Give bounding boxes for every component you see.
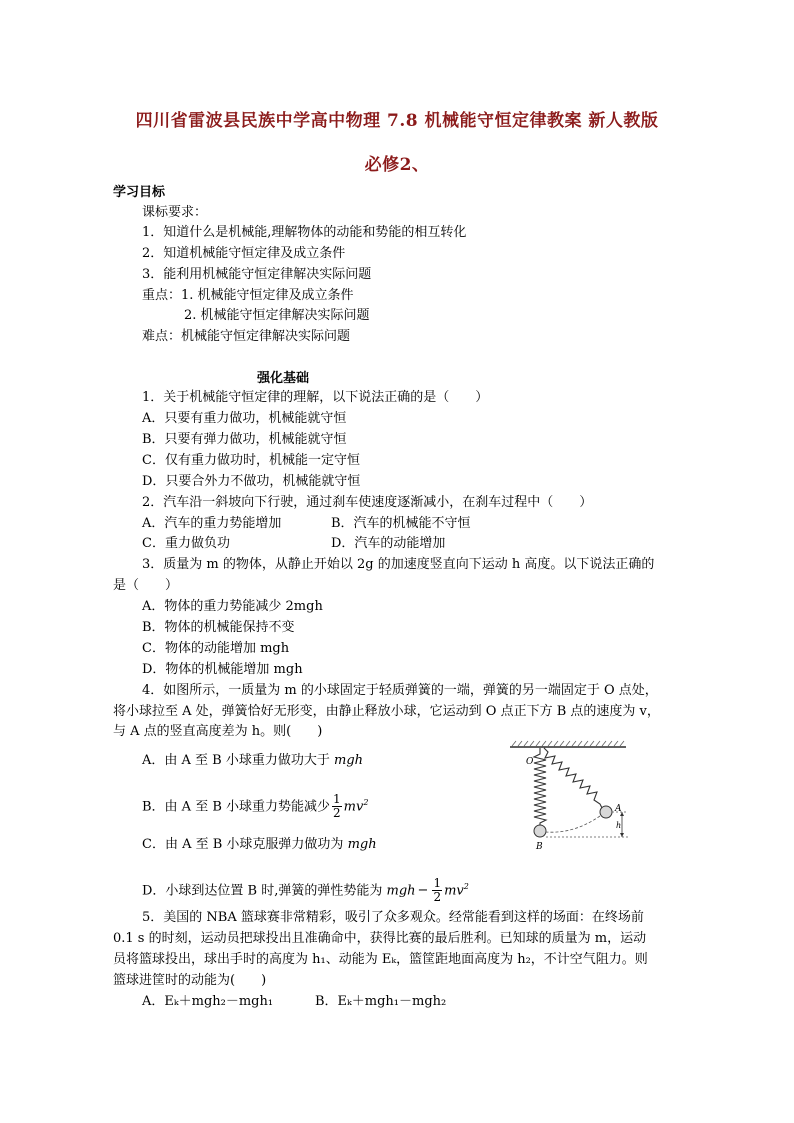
difficulty-point: 难点：机械能守恒定律解决实际问题 — [142, 329, 351, 344]
option-text: D．小球到达位置 B 时,弹簧的弹性势能为 — [142, 883, 387, 899]
question-4-option-c — [142, 837, 377, 853]
document-title-line2: 必修2、 — [364, 155, 430, 175]
question-1-option: A．只要有重力做功，机械能就守恒 — [142, 411, 347, 426]
math-expression: mv — [343, 799, 364, 815]
ceiling-hatch — [510, 741, 626, 747]
document-title-line1: 四川省雷波县民族中学高中物理 7.8 机械能守恒定律教案 新人教版 — [135, 111, 659, 131]
question-4-option-a — [142, 753, 363, 769]
minus-sign: − — [417, 883, 429, 899]
question-5-stem-cont: 0.1 s 的时刻，运动员把球投出且准确命中，获得比赛的最后胜利。已知球的质量为 m，运动 — [113, 931, 647, 946]
superscript: 2 — [363, 798, 369, 807]
key-point-2: 2. 机械能守恒定律解决实际问题 — [184, 308, 370, 323]
question-1-option: D．只要合外力不做功，机械能就守恒 — [142, 474, 361, 489]
spring-ball-figure — [504, 738, 632, 854]
question-1-option: C．仅有重力做功时，机械能一定守恒 — [142, 453, 360, 468]
question-3-stem: 3．质量为 m 的物体，从静止开始以 2g 的加速度竖直向下运动 h 高度。以下说法正确的 — [142, 557, 655, 572]
question-4-stem-cont: 与 A 点的竖直高度差为 h。则( ) — [113, 724, 323, 739]
question-4-stem-cont: 将小球拉至 A 处，弹簧恰好无形变，由静止释放小球，它运动到 O 点正下方 B 点的速度为 v， — [113, 704, 660, 719]
question-5-stem-cont: 员将篮球投出，球出手时的高度为 h₁、动能为 Eₖ，篮筐距地面高度为 h₂，不计空气阻力。则 — [113, 952, 648, 967]
math-expression: mgh — [386, 883, 416, 899]
superscript: 2 — [463, 882, 469, 891]
option-text: C．由 A 至 B 小球克服弹力做功为 — [142, 837, 348, 852]
ball-a — [600, 806, 612, 818]
question-5-option: A．Eₖ＋mgh₂－mgh₁ — [142, 994, 274, 1009]
ball-b — [534, 825, 546, 837]
option-text: A．由 A 至 B 小球重力做功大于 — [142, 753, 334, 768]
question-3-option: D．物体的机械能增加 mgh — [142, 662, 303, 677]
question-4-option-d — [142, 872, 469, 906]
label-o: O — [526, 757, 534, 767]
math-expression: mgh — [334, 753, 364, 768]
question-2-option: A．汽车的重力势能增加 — [142, 516, 282, 531]
question-5-stem: 5．美国的 NBA 篮球赛非常精彩，吸引了众多观众。经常能看到这样的场面：在终场前 — [142, 910, 644, 925]
slanted-spring — [544, 748, 602, 808]
objective-item: 2．知道机械能守恒定律及成立条件 — [142, 246, 346, 261]
question-3-option: A．物体的重力势能减少 2mgh — [142, 599, 323, 614]
label-h: h — [616, 821, 622, 830]
key-point-1: 重点：1. 机械能守恒定律及成立条件 — [142, 288, 354, 303]
label-b: B — [536, 842, 543, 852]
fraction-denominator: 2 — [333, 806, 341, 821]
fraction-numerator: 1 — [433, 876, 442, 891]
question-3-option: C．物体的动能增加 mgh — [142, 641, 290, 656]
option-text: B．由 A 至 B 小球重力势能减少 — [142, 799, 331, 815]
trajectory-arc — [546, 816, 600, 832]
question-2-stem: 2．汽车沿一斜坡向下行驶，通过刹车使速度逐渐减小，在刹车过程中（ ） — [142, 495, 593, 510]
objective-item: 3．能利用机械能守恒定律解决实际问题 — [142, 267, 372, 282]
question-5-stem-cont: 篮球进筐时的动能为( ) — [113, 973, 267, 988]
requirements-label: 课标要求： — [142, 205, 208, 220]
question-1-stem: 1．关于机械能守恒定律的理解，以下说法正确的是（ ） — [142, 390, 489, 405]
objectives-heading: 学习目标 — [113, 185, 166, 200]
question-1-option: B．只要有弹力做功，机械能就守恒 — [142, 432, 347, 447]
fraction — [432, 877, 442, 904]
label-a: A — [615, 804, 622, 814]
fraction — [332, 793, 342, 820]
question-3-stem-cont: 是（ ） — [113, 578, 179, 593]
section-heading: 强化基础 — [257, 371, 310, 386]
question-4-option-b — [142, 788, 368, 822]
math-expression: mv — [444, 883, 464, 899]
fraction-numerator: 1 — [333, 792, 341, 807]
fraction-denominator: 2 — [433, 890, 442, 905]
question-2-option: B．汽车的机械能不守恒 — [331, 516, 471, 531]
question-5-option: B．Eₖ＋mgh₁－mgh₂ — [315, 994, 447, 1009]
question-4-stem: 4．如图所示，一质量为 m 的小球固定于轻质弹簧的一端，弹簧的另一端固定于 O 点处， — [142, 683, 658, 698]
question-2-option: D．汽车的动能增加 — [331, 536, 446, 551]
math-expression: mgh — [347, 837, 377, 852]
objective-item: 1．知道什么是机械能,理解物体的动能和势能的相互转化 — [142, 225, 467, 240]
question-2-option: C．重力做负功 — [142, 536, 230, 551]
vertical-spring — [534, 748, 546, 826]
question-3-option: B．物体的机械能保持不变 — [142, 620, 295, 635]
